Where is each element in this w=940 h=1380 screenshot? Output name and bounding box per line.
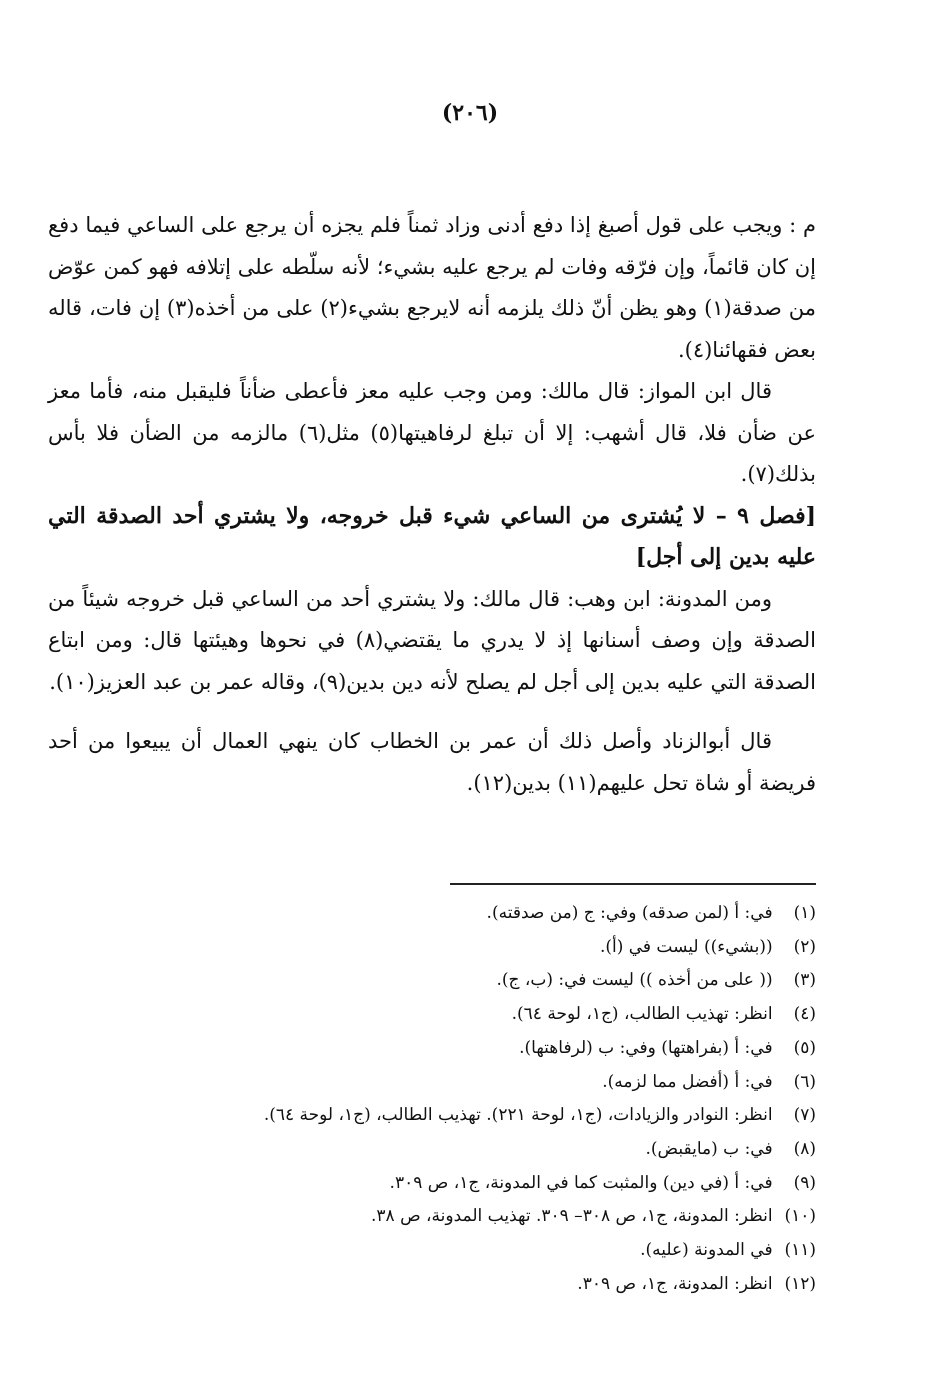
footnote (48, 1066, 816, 1100)
footnote-text: في: أ (بفراهتها) وفي: ب (لرفاهتها). (519, 1037, 773, 1058)
footnote-number: (٨) (793, 1138, 816, 1159)
paragraph-3: ومن المدونة: ابن وهب: قال مالك: ولا يشتري أحد من الساعي قبل خروجه شيئاً من الصدقة وإن وصف أسنانها إذ لا يدري ما يقتضي(٨) في نحوها وهيئتها قال: ومن ابتاع الصدقة التي عليه بدين إلى أجل لم يصلح لأنه دين بدين(٩)، وقاله عمر بن عبد العزيز(١٠). (48, 586, 816, 694)
footnote-separator (450, 883, 816, 885)
footnote (48, 1200, 816, 1234)
footnote (48, 1099, 816, 1133)
footnote (48, 897, 816, 931)
footnote-text: في: أ (لمن صدقه) وفي: ج (من صدقته). (486, 903, 773, 923)
footnote-number: (١٢) (784, 1273, 816, 1294)
footnote-number: (٩) (793, 1172, 816, 1193)
footnote-number: (١١) (784, 1240, 816, 1261)
footnote-number: (٢) (793, 936, 816, 957)
footnote-text: انظر: النوادر والزيادات، (ج١، لوحة ٢٢١). تهذيب الطالب، (ج١، لوحة ٦٤). (263, 1105, 773, 1126)
footnote-text: في المدونة (عليه). (640, 1240, 773, 1261)
page-number: (٢٠٦) (441, 100, 499, 126)
footnote-number: (١٠) (784, 1206, 816, 1227)
footnote (48, 1032, 816, 1066)
footnote-text: ((بشيء)) ليست في (أ). (599, 936, 773, 957)
footnote (48, 931, 816, 965)
footnote (48, 1268, 816, 1302)
paragraph-4: قال أبوالزناد وأصل ذلك أن عمر بن الخطاب كان ينهي العمال أن يبيعوا من أحد فريضة أو شاة تحل عليهم(١١) بدين(١٢). (48, 729, 816, 795)
footnote (48, 998, 816, 1032)
footnote (48, 1167, 816, 1201)
footnote-number: (٤) (793, 1004, 816, 1025)
footnote (48, 1234, 816, 1268)
footnote-number: (٦) (793, 1071, 816, 1092)
footnote-text: في: أ (في دين) والمثبت كما في المدونة، ج١، ص ٣٠٩. (389, 1172, 773, 1193)
footnote-text: في: أ (أفضل مما لزمه). (602, 1071, 773, 1092)
footnote-text: انظر: المدونة، ج١، ص ٣٠٨– ٣٠٩. تهذيب المدونة، ص ٣٨. (371, 1206, 773, 1227)
footnote-text: في: ب (مايقبض). (645, 1138, 773, 1159)
paragraph-1: م : ويجب على قول أصبغ إذا دفع أدنى وزاد ثمناً فلم يجزه أن يرجع على الساعي فيما دفع إن كان قائماً، وإن فرّقه وفات لم يرجع عليه بشيء؛ لأنه سلّطه على إتلافه فهو كمن عوّض من صدقة(١) وهو يظن أنّ ذلك يلزمه أنه لايرجع بشيء(٢) على من أخذه(٣) إن فات، قاله بعض فقهائنا(٤). (48, 213, 816, 362)
footnote-text: انظر: المدونة، ج١، ص ٣٠٩. (577, 1273, 773, 1294)
footnote-text: انظر: تهذيب الطالب، (ج١، لوحة ٦٤). (511, 1004, 773, 1025)
section-heading: [فصل ٩ – لا يُشترى من الساعي شيء قبل خروجه، ولا يشتري أحد الصدقة التي عليه بدين إلى أجل] (48, 502, 816, 570)
footnote-number: (٣) (793, 970, 816, 991)
paragraph-2: قال ابن المواز: قال مالك: ومن وجب عليه معز فأعطى ضأناً فليقبل منه، فأما معز عن ضأن فلا، قال أشهب: إلا أن تبلغ لرفاهيتها(٥) مثل(٦) مالزمه من الضأن فلا بأس بذلك(٧). (48, 379, 816, 486)
footnote (48, 1133, 816, 1167)
body-text (48, 205, 816, 804)
footnotes (48, 897, 816, 1301)
footnote (48, 964, 816, 998)
footnote-number: (١) (793, 903, 816, 923)
footnote-text: (( على من أخذه )) ليست في: (ب، ج). (496, 970, 773, 991)
footnote-number: (٧) (793, 1105, 816, 1126)
footnote-number: (٥) (793, 1037, 816, 1058)
